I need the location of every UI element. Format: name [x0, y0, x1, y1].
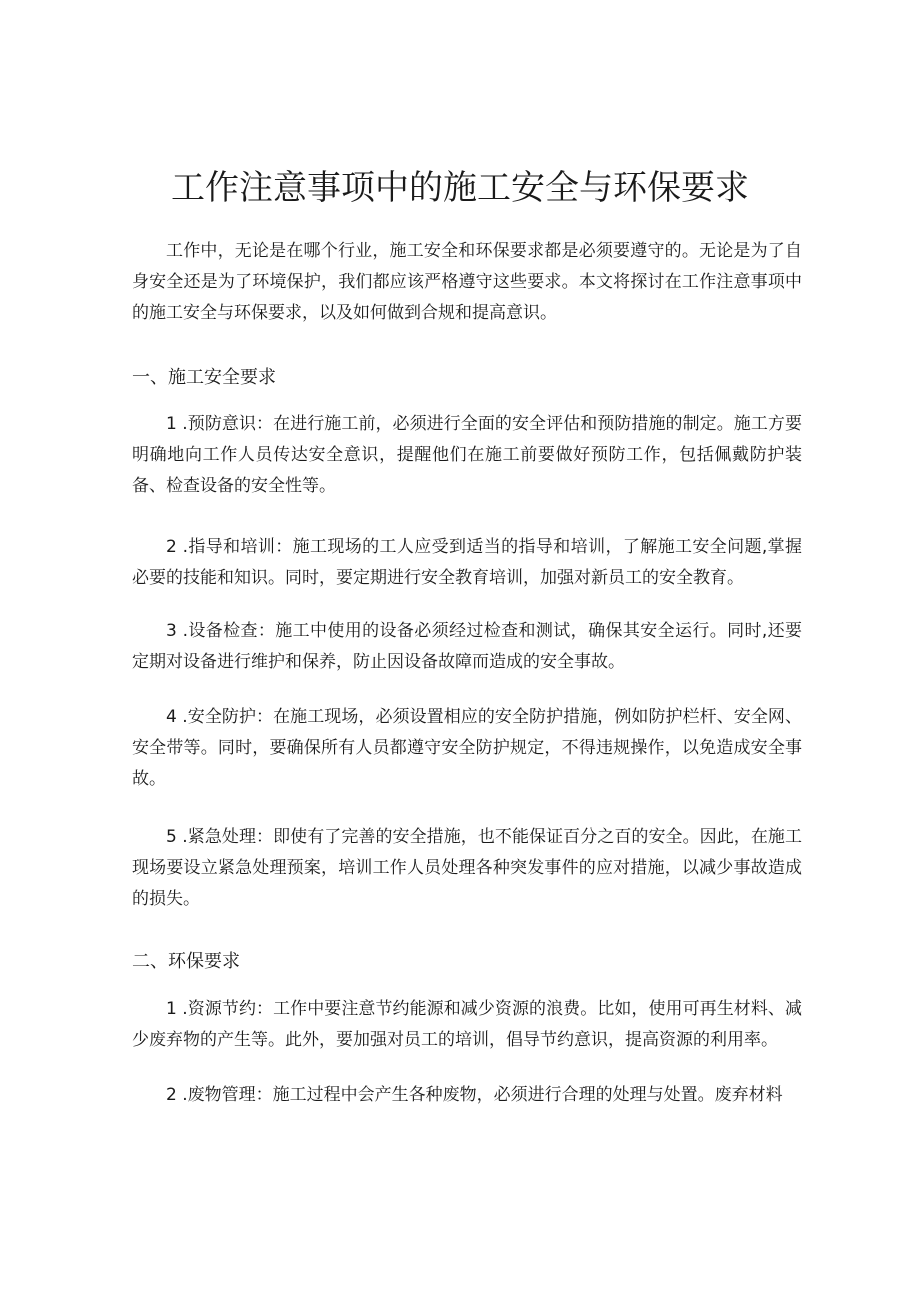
- item-text: .安全防护：在施工现场，必须设置相应的安全防护措施，例如防护栏杆、安全网、安全带等。同时，要确保所有人员都遵守安全防护规定，不得违规操作，以免造成安全事故。: [132, 707, 802, 789]
- item-number: 3: [166, 621, 177, 641]
- item-text: .资源节约：工作中要注意节约能源和减少资源的浪费。比如，使用可再生材料、减少废弃物的产生等。此外，要加强对员工的培训，倡导节约意识，提高资源的利用率。: [132, 999, 802, 1050]
- intro-paragraph: 工作中，无论是在哪个行业，施工安全和环保要求都是必须要遵守的。无论是为了自身安全还是为了环境保护，我们都应该严格遵守这些要求。本文将探讨在工作注意事项中的施工安全与环保要求，以及如何做到合规和提高意识。: [132, 241, 802, 323]
- item-number: 4: [166, 707, 177, 727]
- environment-item-2: [132, 1080, 802, 1111]
- safety-item-3: [132, 616, 802, 678]
- item-text: .紧急处理：即使有了完善的安全措施，也不能保证百分之百的安全。因此，在施工现场要设立紧急处理预案，培训工作人员处理各种突发事件的应对措施，以减少事故造成的损失。: [132, 827, 802, 909]
- item-number: 1: [166, 414, 177, 434]
- item-text: .指导和培训：施工现场的工人应受到适当的指导和培训，了解施工安全问题,掌握必要的技能和知识。同时，要定期进行安全教育培训，加强对新员工的安全教育。: [132, 537, 802, 588]
- page-title: 工作注意事项中的施工安全与环保要求: [171, 168, 749, 208]
- section-heading-safety: 一、施工安全要求: [132, 367, 276, 388]
- safety-item-5: [132, 822, 802, 915]
- item-text: .预防意识：在进行施工前，必须进行全面的安全评估和预防措施的制定。施工方要明确地向工作人员传达安全意识，提醒他们在施工前要做好预防工作，包括佩戴防护装备、检查设备的安全性等。: [132, 414, 802, 496]
- environment-item-1: [132, 994, 802, 1056]
- item-number: 5: [166, 827, 177, 847]
- item-number: 1: [166, 999, 177, 1019]
- item-text: .废物管理：施工过程中会产生各种废物，必须进行合理的处理与处置。废弃材料: [182, 1085, 783, 1105]
- section-heading-environment: 二、环保要求: [132, 951, 240, 972]
- safety-item-1: [132, 409, 802, 502]
- safety-item-4: [132, 702, 802, 795]
- item-number: 2: [166, 537, 177, 557]
- item-number: 2: [166, 1085, 177, 1105]
- safety-item-2: [132, 532, 802, 594]
- item-text: .设备检查：施工中使用的设备必须经过检查和测试，确保其安全运行。同时,还要定期对设备进行维护和保养，防止因设备故障而造成的安全事故。: [132, 621, 802, 672]
